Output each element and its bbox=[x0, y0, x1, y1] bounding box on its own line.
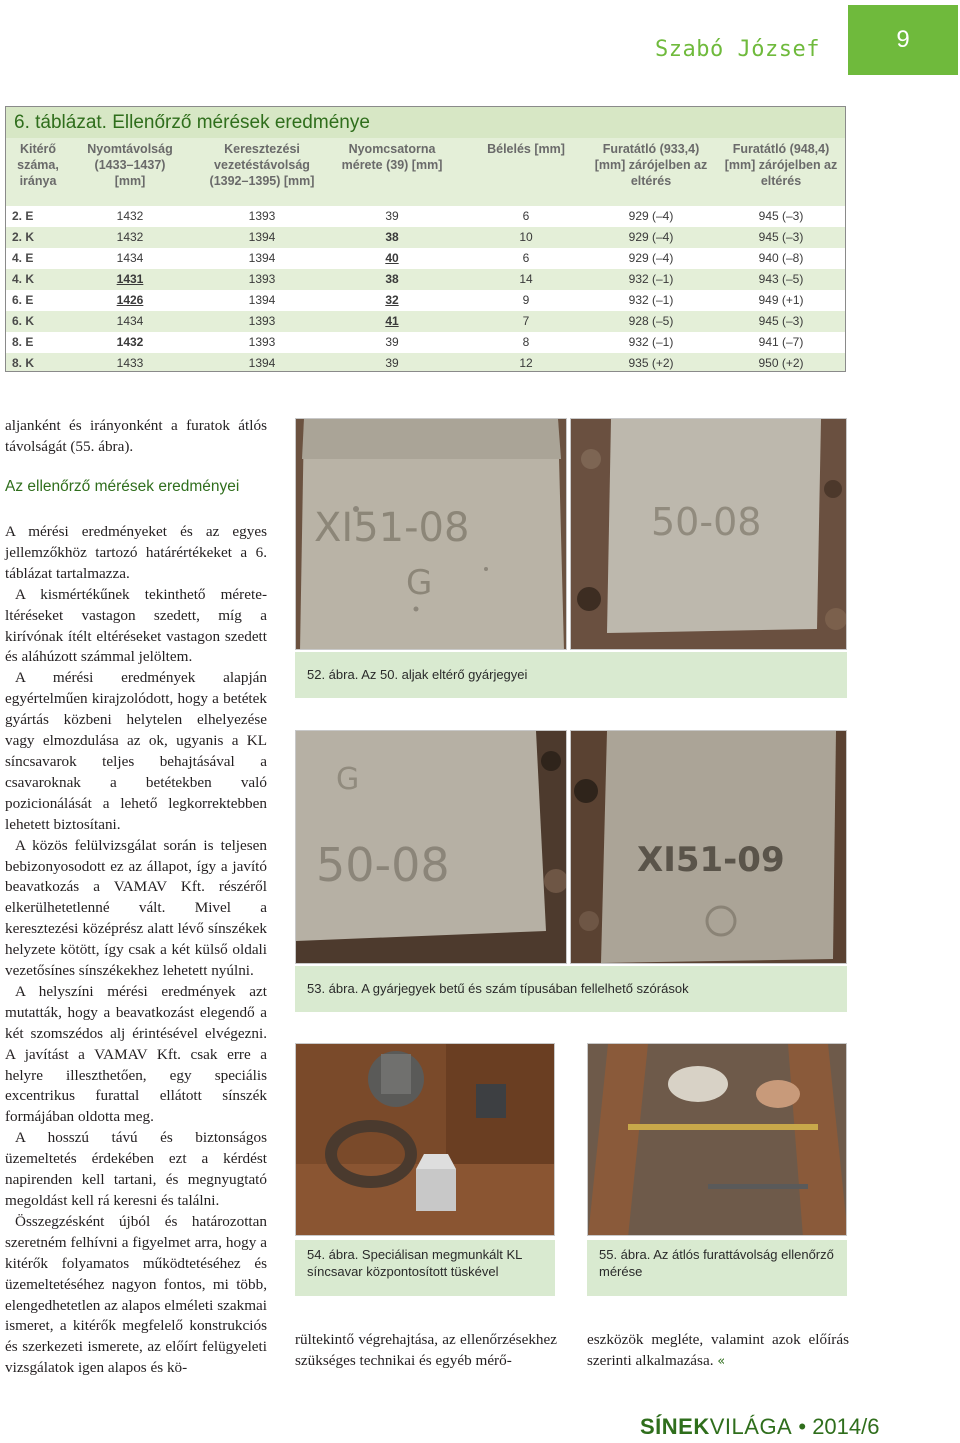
magazine-footer bbox=[640, 1414, 879, 1440]
header-beleles: Bélelés [mm] bbox=[487, 142, 565, 156]
magazine-name-2: VILÁGA bbox=[709, 1414, 793, 1439]
rail-bolt-image bbox=[296, 1044, 555, 1236]
table-row: 4. K 1431 1393 38 14 932 (–1) 943 (–5) bbox=[12, 272, 804, 286]
section-heading: Az ellenőrző mérések eredményei bbox=[5, 478, 240, 495]
photo-53-left bbox=[295, 730, 567, 964]
intro-paragraph: aljanként és irányonként a furatok átlós távolságát (55. ábra). bbox=[5, 417, 267, 455]
photo-54 bbox=[295, 1043, 555, 1236]
paragraph: Összegzésként újból és határozottan szeretném felhívni a figyelmet arra, hogy a kitérők folyamatos működtetéséhez és üzemeltetéséhez nagyon fontos, mi több, elengedhetetlen az alapos elméleti szakmai ismeret, a kitérők megfelelő konstrukciós és szerkezeti ismerete, az előírt felügyeleti vizsgálatok igen alapos és kö- bbox=[5, 1212, 267, 1377]
table-row: 4. E 1434 1394 40 6 929 (–4) 940 (–8) bbox=[6, 248, 845, 269]
header-keresztezesi: Keresztezési vezetéstávolság (1392–1395) [mm] bbox=[209, 142, 315, 188]
svg-text:XI51-09: XI51-09 bbox=[637, 840, 785, 880]
table-title: 6. táblázat. Ellenőrző mérések eredménye bbox=[14, 112, 370, 133]
author-name: Szabó József bbox=[655, 37, 820, 62]
table-row: 2. K 1432 1394 38 10 929 (–4) 945 (–3) bbox=[12, 230, 804, 244]
concrete-sleeper-image bbox=[296, 731, 567, 964]
table-row: 6. K 1434 1393 41 7 928 (–5) 945 (–3) bbox=[12, 314, 804, 328]
caption-52: 52. ábra. Az 50. aljak eltérő gyárjegyei bbox=[295, 652, 847, 698]
photo-52-right bbox=[570, 418, 847, 650]
photo-53-right bbox=[570, 730, 847, 964]
table-row: 2. E 1432 1393 39 6 929 (–4) 945 (–3) bbox=[6, 206, 845, 227]
paragraph: A közös felülvizsgálat során is teljesen bebizonyosodott ez az állapot, így a javító beavatkozás a VAMAV Kft. részéről elkerülhetetlenné vált. Mivel a keresztezési középrész alatt lévő sínszékek helyzete kötött, így csak a két külső oldali vezetősínes sínszékekhez lehetett nyúlni. bbox=[5, 836, 267, 980]
concrete-sleeper-image bbox=[296, 419, 567, 650]
svg-text:50-08: 50-08 bbox=[316, 838, 450, 892]
svg-text:G: G bbox=[406, 563, 433, 603]
concrete-sleeper-image bbox=[571, 731, 847, 964]
photo-52-left bbox=[295, 418, 567, 650]
paragraph: A helyszíni mérési eredmények azt mutatták, hogy a beavatkozást elegendő a két szomszédos alj érintésével elvégezni. A javítást a VAMAV Kft. csak erre a helyre illeszthetően, egy speciális excentrikus furattal ellátott sínszék formájában oldotta meg. bbox=[5, 982, 267, 1126]
closing-text: eszközök megléte, valamint azok előírás szerinti alkalmazása. « bbox=[587, 1331, 849, 1369]
svg-text:XI51-08: XI51-08 bbox=[314, 505, 470, 551]
paragraph: A hosszú távú és biztonságos üzemeltetés érdekében ezt a kérdést napirenden kell tartani, és megnyugtató megoldást kell rá keresni és találni. bbox=[5, 1129, 267, 1209]
header-nyomcsatorna: Nyomcsatorna mérete (39) [mm] bbox=[341, 142, 443, 172]
table-row: 8. K 1433 1394 39 12 935 (+2) 950 (+2) bbox=[12, 356, 804, 370]
svg-text:G: G bbox=[336, 762, 360, 797]
track-measurement-image bbox=[588, 1044, 847, 1236]
page-number: 9 bbox=[848, 5, 958, 75]
paragraph: A mérési eredmények alapján egyértelműen kirajzolódott, hogy a betétek gyártás közbeni helytelen elhelyezése vagy elmozdulása az ok, ugyanis a KL síncsavarok teljes behajtásával a csavaroknak a betétekben való pozicionálását a lehető legkorrektebben lehetett biztosítani. bbox=[5, 669, 267, 833]
caption-53: 53. ábra. A gyárjegyek betű és szám típusában fellelhető szórások bbox=[295, 966, 847, 1012]
paragraph: A mérési eredményeket és az egyes jellemzőkhöz tartozó határértékeket a 6. táblázat tartalmazza. bbox=[5, 523, 267, 582]
header-furatatlo-2: Furatátló (948,4) [mm] zárójelben az eltérés bbox=[724, 142, 838, 188]
table-row: 8. E 1432 1393 39 8 932 (–1) 941 (–7) bbox=[6, 332, 845, 353]
separator-dot-icon: • bbox=[798, 1414, 807, 1439]
issue-number: 2014/6 bbox=[812, 1414, 880, 1439]
continuation-text: rültekintő végrehajtása, az ellenőrzésekhez szükséges technikai és egyéb mérő- bbox=[295, 1331, 557, 1369]
caption-55: 55. ábra. Az átlós furattávolság ellenőrző mérése bbox=[587, 1240, 847, 1296]
caption-54: 54. ábra. Speciálisan megmunkált KL síncsavar központosított tüskével bbox=[295, 1240, 555, 1296]
table-row: 6. E 1426 1394 32 9 932 (–1) 949 (+1) bbox=[6, 290, 845, 311]
header-kitero: Kitérő száma, iránya bbox=[17, 142, 59, 188]
concrete-sleeper-image bbox=[571, 419, 847, 650]
photo-55 bbox=[587, 1043, 847, 1236]
end-mark-icon: « bbox=[717, 1354, 726, 1369]
header-furatatlo-1: Furatátló (933,4) [mm] zárójelben az eltérés bbox=[594, 142, 708, 188]
header-nyomtavolsag: Nyomtávolság (1433–1437) [mm] bbox=[87, 142, 173, 188]
magazine-name-1: SÍNEK bbox=[640, 1414, 710, 1439]
svg-text:50-08: 50-08 bbox=[651, 500, 762, 544]
body-text bbox=[5, 522, 267, 1379]
results-table bbox=[5, 106, 846, 372]
paragraph: A kismértékűnek tekinthető méreteltéréseket vastagon szedett, míg a kirívónak ítélt eltéréseket vastagon szedett és aláhúzott számmal jelöltem. bbox=[5, 585, 267, 666]
